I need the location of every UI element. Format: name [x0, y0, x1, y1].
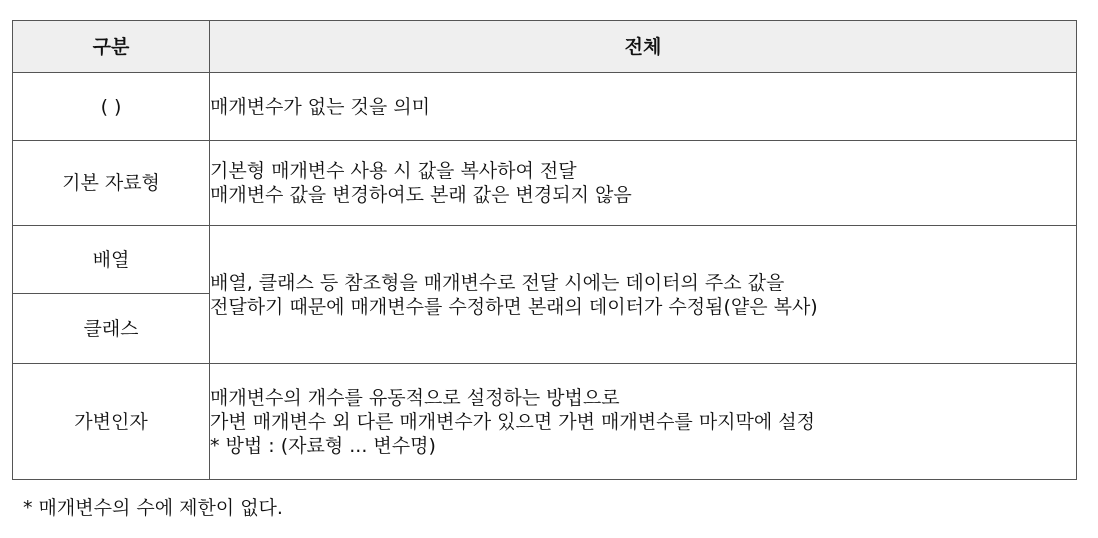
desc-line: 전달하기 때문에 매개변수를 수정하면 본래의 데이터가 수정됨(얕은 복사)	[210, 295, 818, 318]
parameter-table	[12, 20, 1077, 480]
desc-line: 매개변수 값을 변경하여도 본래 값은 변경되지 않음	[210, 184, 632, 206]
desc-line: 매개변수가 없는 것을 의미	[210, 95, 431, 118]
table-row	[13, 141, 1077, 226]
row-desc	[210, 141, 1077, 226]
row-key-primitive: 기본 자료형	[13, 141, 210, 226]
desc-line: 기본형 매개변수 사용 시 값을 복사하여 전달	[210, 160, 577, 182]
header-overall: 전체	[210, 21, 1077, 73]
row-key-varargs: 가변인자	[13, 364, 210, 480]
desc-line: * 방법 : (자료형 ... 변수명)	[210, 434, 436, 457]
header-category: 구분	[13, 21, 210, 73]
row-desc	[210, 364, 1077, 480]
row-key-empty-params: ( )	[13, 73, 210, 141]
row-key-array: 배열	[13, 226, 210, 294]
row-desc	[210, 73, 1077, 141]
footnote: * 매개변수의 수에 제한이 없다.	[23, 497, 283, 519]
table-header-row	[13, 21, 1077, 73]
table-row	[13, 73, 1077, 141]
desc-line: 가변 매개변수 외 다른 매개변수가 있으면 가변 매개변수를 마지막에 설정	[210, 410, 815, 433]
row-desc	[210, 226, 1077, 364]
table-row	[13, 364, 1077, 480]
row-key-class: 클래스	[13, 294, 210, 364]
desc-line: 배열, 클래스 등 참조형을 매개변수로 전달 시에는 데이터의 주소 값을	[210, 271, 785, 294]
desc-line: 매개변수의 개수를 유동적으로 설정하는 방법으로	[210, 386, 620, 409]
table-row	[13, 226, 1077, 294]
